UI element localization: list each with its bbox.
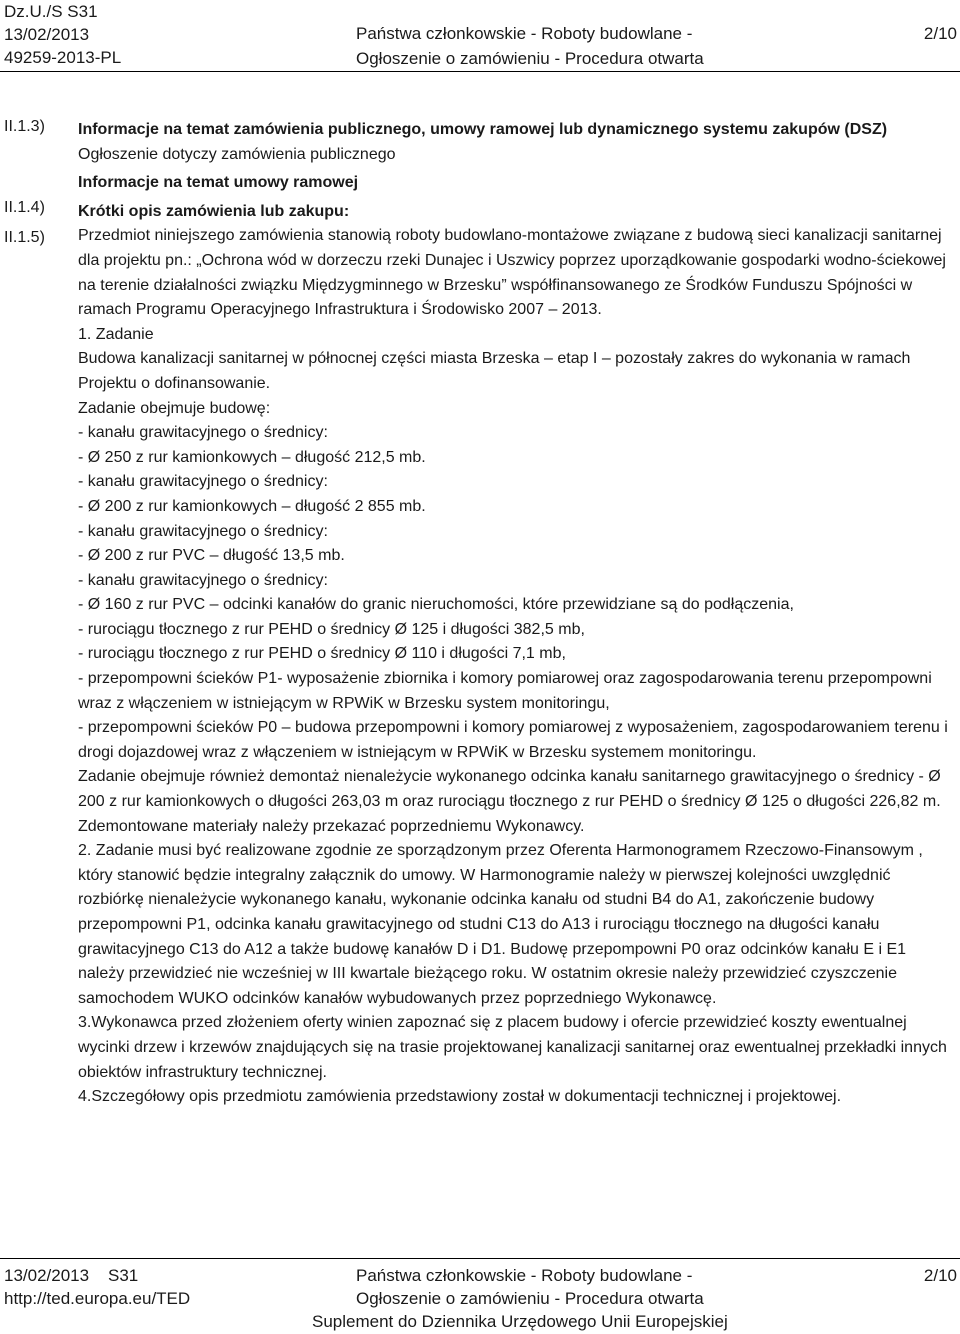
header-title: Państwa członkowskie - Roboty budowlane - (356, 24, 693, 43)
description-paragraph: Budowa kanalizacji sanitarnej w północnej części miasta Brzeska – etap I – pozostały zakres do wykonania w ramach Projektu o dofinansowanie. (78, 350, 911, 392)
description-paragraph: Przedmiot niniejszego zamówienia stanowią roboty budowlano-montażowe związane z budową sieci kanalizacji sanitarnej dla projektu pn.: „Ochrona wód w dorzeczu rzeki Dunajec i Uszwicy poprzez uporządkowanie gospodarki wodno-ściekowej na terenie działalności związku Międzygminnego w Brzesku” współfinansowanego ze Środków Funduszu Spójności w ramach Programu Operacyjnego Infrastruktura i Środowisko 2007 – 2013. (78, 227, 946, 319)
description-line: - kanału grawitacyjnego o średnicy: (78, 571, 328, 589)
description-paragraph: 4.Szczegółowy opis przedmiotu zamówienia przedstawiony został w dokumentacji technicznej i projektowej. (78, 1088, 842, 1106)
header-subtitle: Ogłoszenie o zamówieniu - Procedura otwarta (356, 49, 704, 68)
description-line: - Ø 200 z rur kamionkowych – długość 2 855 mb. (78, 497, 426, 515)
section-heading-framework-agreement: Informacje na temat umowy ramowej (78, 174, 359, 192)
description-line: - rurociągu tłocznego z rur PEHD o średnicy Ø 110 i długości 7,1 mb, (78, 645, 566, 663)
description-paragraph: - przepompowni ścieków P0 – budowa przepompowni i komory pomiarowej z wyposażeniem, zagospodarowaniem terenu i drogi dojazdowej wraz z włączeniem w istniejącym w RPWiK w Brzesku systemem monitoringu. (78, 719, 948, 761)
footer-title: Państwa członkowskie - Roboty budowlane - (356, 1266, 693, 1285)
header-notice-number: 49259-2013-PL (4, 48, 122, 67)
description-line: Zadanie obejmuje budowę: (78, 399, 271, 417)
footer-date-issue: 13/02/2013 S31 (4, 1266, 139, 1285)
footer-divider (0, 1258, 960, 1259)
description-line: - rurociągu tłocznego z rur PEHD o średnicy Ø 125 i długości 382,5 mb, (78, 620, 585, 638)
description-line: - Ø 250 z rur kamionkowych – długość 212,5 mb. (78, 448, 426, 466)
description-line: - kanału grawitacyjnego o średnicy: (78, 473, 328, 491)
description-line: - kanału grawitacyjnego o średnicy: (78, 522, 328, 540)
header-journal-ref: Dz.U./S S31 (4, 2, 98, 21)
footer-page-number: 2/10 (923, 1266, 957, 1285)
footer-subtitle: Ogłoszenie o zamówieniu - Procedura otwarta (356, 1289, 704, 1308)
footer-left-block (4, 1264, 304, 1310)
description-line: - kanału grawitacyjnego o średnicy: (78, 424, 328, 442)
section-number-ii-1-4: II.1.4) (4, 199, 45, 216)
page-header (0, 0, 960, 72)
footer-supplement: Suplement do Dziennika Urzędowego Unii Europejskiej (312, 1312, 728, 1331)
description-line: - Ø 200 z rur PVC – długość 13,5 mb. (78, 547, 345, 565)
section-heading-short-description: Krótki opis zamówienia lub zakupu: (78, 202, 350, 220)
section-heading-contract-info: Informacje na temat zamówienia publicznego, umowy ramowej lub dynamicznego systemu zakupów (DSZ) (78, 121, 888, 138)
header-date: 13/02/2013 (4, 25, 90, 44)
description-line: 1. Zadanie (78, 325, 154, 343)
description-paragraph: - przepompowni ścieków P1- wyposażenie zbiornika i komory pomiarowej oraz zagospodarowania terenu przepompowni wraz z włączeniem w istniejącym w RPWiK w Brzesku system monitoringu, (78, 670, 932, 712)
notice-body (78, 118, 956, 1110)
footer-center-block (312, 1264, 776, 1333)
section-text-public-contract: Ogłoszenie dotyczy zamówienia publicznego (78, 145, 396, 163)
description-line: - Ø 160 z rur PVC – odcinki kanałów do granic nieruchomości, które przewidziane są do podłączenia, (78, 596, 794, 614)
header-divider (0, 71, 960, 72)
description-paragraph: 3.Wykonawca przed złożeniem oferty winien zapoznać się z placem budowy i ofercie przewidzieć koszty ewentualnej wycinki drzew i krzewów znajdujących się na trasie projektowanej kanalizacji sanitarnej oraz ewentualnej przekładki innych obiektów infrastruktury technicznej. (78, 1014, 947, 1081)
footer-url: http://ted.europa.eu/TED (4, 1289, 191, 1308)
section-number-ii-1-3: II.1.3) (4, 118, 45, 135)
header-page-number: 2/10 (923, 24, 957, 43)
section-number-ii-1-5: II.1.5) (4, 229, 45, 246)
page-footer (0, 1258, 960, 1334)
description-paragraph: Zadanie obejmuje również demontaż nienależycie wykonanego odcinka kanału sanitarnego grawitacyjnego o średnicy - Ø 200 z rur kamionkowych o długości 263,03 m oraz rurociągu tłocznego z rur PEHD o średnicy Ø 125 o długości 226,82 m. Zdemontowane materiały należy przekazać poprzedniemu Wykonawcy. (78, 768, 941, 835)
description-paragraph: 2. Zadanie musi być realizowane zgodnie ze sporządzonym przez Oferenta Harmonogramem Rzeczowo-Finansowym , który stanowić będzie integralny załącznik do umowy. W Harmonogramie należy w pierwszej kolejności uwzględnić rozbiórkę nienależycie wykonanego kanału, wykonanie odcinka kanału od studni B4 do A1, zakończenie budowy przepompowni P1, odcinka kanału grawitacyjnego od studni C13 do A13 i rurociągu tłocznego na długości kanału grawitacyjnego C13 do A12 a także budowę kanałów D i D1. Budowę przepompowni P0 oraz odcinków kanału E i E1 należy przewidzieć nie wcześniej w III kwartale bieżącego roku. W ostatnim okresie należy przewidzieć czyszczenie samochodem WUKO odcinków kanałów wybudowanych przez poprzedniego Wykonawcę. (78, 842, 923, 1007)
header-left-block (4, 0, 121, 69)
